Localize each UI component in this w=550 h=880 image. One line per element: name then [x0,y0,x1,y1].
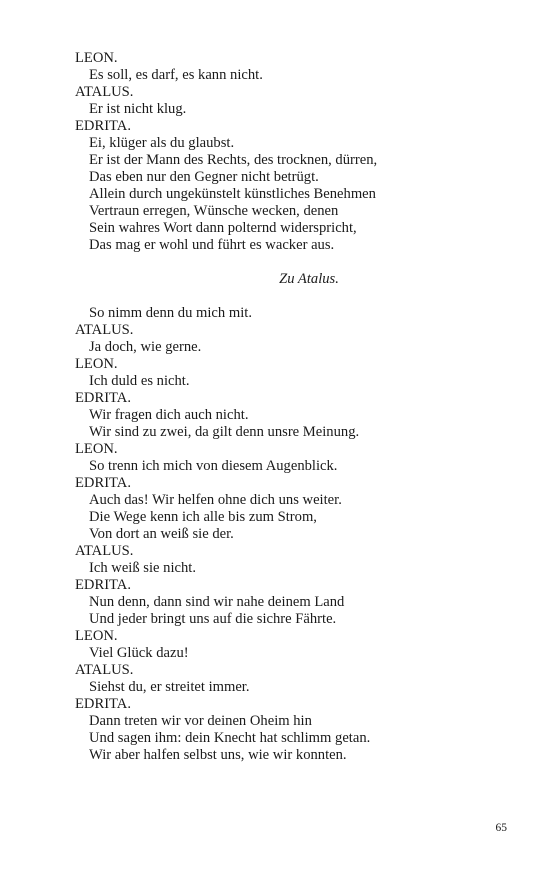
verse-line: Das eben nur den Gegner nicht betrügt. [89,169,319,185]
verse-line: Das mag er wohl und führt es wacker aus. [89,237,335,253]
verse-line: Vertraun erregen, Wünsche wecken, denen [89,203,339,219]
verse-line: Wir fragen dich auch nicht. [89,407,249,423]
stage-direction: Zu Atalus. [279,271,339,287]
speaker-name: EDRITA. [75,118,131,134]
verse-line: Von dort an weiß sie der. [89,526,234,542]
speaker-name: LEON. [75,50,118,66]
page-number: 65 [495,822,507,834]
verse-line: Er ist nicht klug. [89,101,187,117]
verse-line: Allein durch ungekünstelt künstliches Benehmen [89,186,376,202]
speaker-name: LEON. [75,441,118,457]
verse-line: Ei, klüger als du glaubst. [89,135,235,151]
verse-line: Sein wahres Wort dann polternd widerspricht, [89,220,357,236]
verse-line: Siehst du, er streitet immer. [89,679,250,695]
verse-line: Die Wege kenn ich alle bis zum Strom, [89,509,317,525]
speaker-name: ATALUS. [75,662,134,678]
verse-line: Und sagen ihm: dein Knecht hat schlimm getan. [89,730,371,746]
verse-line: Ja doch, wie gerne. [89,339,202,355]
verse-line: Es soll, es darf, es kann nicht. [89,67,263,83]
verse-line: Dann treten wir vor deinen Oheim hin [89,713,312,729]
verse-line: So nimm denn du mich mit. [89,305,252,321]
verse-line: Und jeder bringt uns auf die sichre Fährte. [89,611,337,627]
verse-line: Ich duld es nicht. [89,373,190,389]
verse-line: Er ist der Mann des Rechts, des trocknen, dürren, [89,152,378,168]
speaker-name: ATALUS. [75,543,134,559]
speaker-name: EDRITA. [75,696,131,712]
speaker-name: ATALUS. [75,322,134,338]
play-text [75,50,515,764]
verse-line: Auch das! Wir helfen ohne dich uns weiter. [89,492,342,508]
speaker-name: EDRITA. [75,475,131,491]
verse-line: Wir aber halfen selbst uns, wie wir konnten. [89,747,347,763]
verse-line: Viel Glück dazu! [89,645,189,661]
verse-line: So trenn ich mich von diesem Augenblick. [89,458,338,474]
verse-line: Ich weiß sie nicht. [89,560,196,576]
verse-line: Nun denn, dann sind wir nahe deinem Land [89,594,345,610]
speaker-name: EDRITA. [75,577,131,593]
speaker-name: LEON. [75,628,118,644]
verse-line: Wir sind zu zwei, da gilt denn unsre Meinung. [89,424,360,440]
speaker-name: EDRITA. [75,390,131,406]
speaker-name: ATALUS. [75,84,134,100]
speaker-name: LEON. [75,356,118,372]
